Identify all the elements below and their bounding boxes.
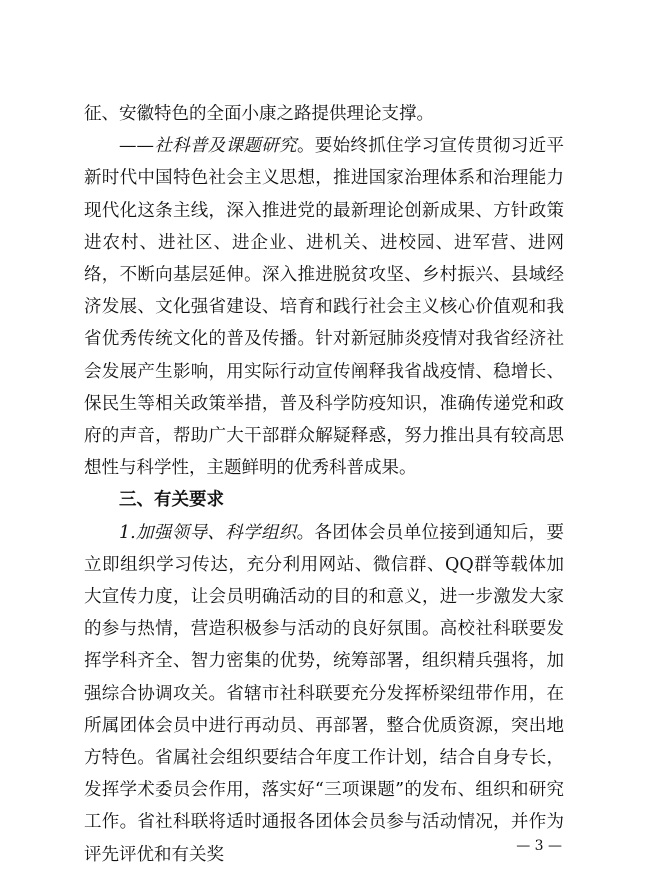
paragraph-lead-phrase: 1.加强领导、科学组织 — [119, 522, 297, 543]
paragraph-popular-science-research — [84, 130, 564, 484]
page-number: — 3 — — [516, 838, 562, 854]
paragraph-text: 。各团体会员单位接到通知后，要立即组织学习传达，充分利用网站、微信群、QQ群等载体加大宣传力度，让会员明确活动的目的和意义，进一步激发大家的参与热情，营造积极参与活动的良好氛围。高校社科联要发挥学科齐全、智力密集的优势，统筹部署，组织精兵强将，加强综合协调攻关。省辖市社科联要充分发挥桥梁纽带作用，在所属团体会员中进行再动员、再部署，整合优质资源，突出地方特色。省属社会组织要结合年度工作计划，结合自身专长，发挥学术委员会作用，落实好“三项课题”的发布、组织和研究工作。省社科联将适时通报各团体会员参与活动情况，并作为评先评优和有关奖 — [84, 522, 564, 865]
paragraph-text: 征、安徽特色的全面小康之路提供理论支撑。 — [84, 104, 434, 124]
document-body — [84, 98, 564, 871]
paragraph-leadership-organization — [84, 517, 564, 871]
paragraph-lead-phrase: ——社科普及课题研究 — [119, 136, 297, 157]
section-heading: 三、有关要求 — [119, 490, 224, 511]
paragraph-text: 。要始终抓住学习宣传贯彻习近平新时代中国特色社会主义思想，推进国家治理体系和治理能力现代化这条主线，深入推进党的最新理论创新成果、方针政策进农村、进社区、进企业、进机关、进校园、进军营、进网络，不断向基层延伸。深入推进脱贫攻坚、乡村振兴、县域经济发展、文化强省建设、培育和践行社会主义核心价值观和我省优秀传统文化的普及传播。针对新冠肺炎疫情对我省经济社会发展产生影响，用实际行动宣传阐释我省战疫情、稳增长、保民生等相关政策举措，普及科学防疫知识，准确传递党和政府的声音，帮助广大干部群众解疑释惑，努力推出具有较高思想性与科学性，主题鲜明的优秀科普成果。 — [84, 136, 565, 479]
paragraph-continuation — [84, 98, 564, 130]
